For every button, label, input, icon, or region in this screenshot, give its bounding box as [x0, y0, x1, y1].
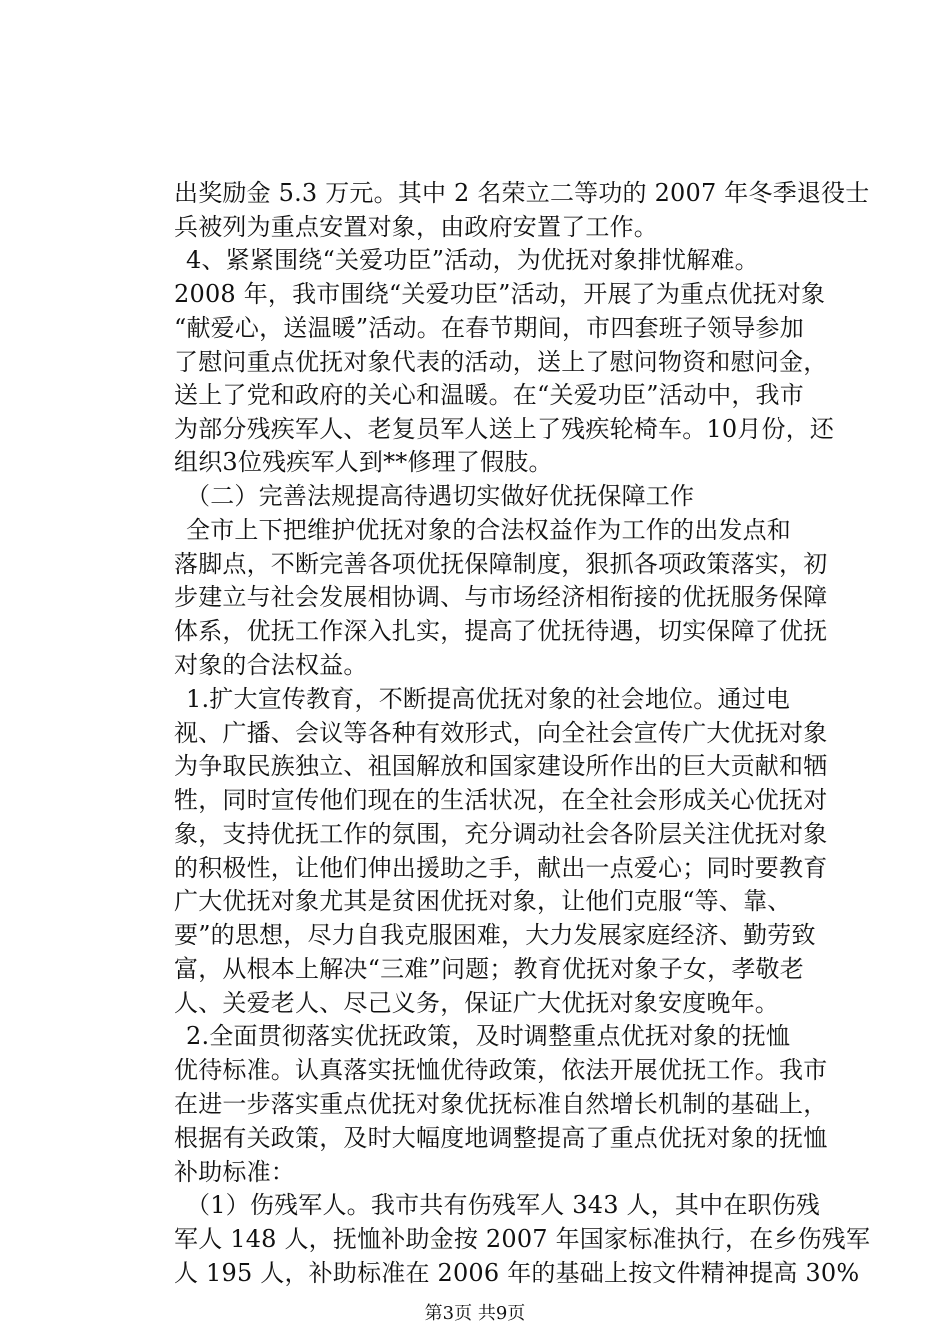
text-line: 要”的思想，尽力自我克服困难，大力发展家庭经济、勤劳致 — [174, 921, 816, 949]
text-line: 人、关爱老人、尽己义务，保证广大优抚对象安度晚年。 — [174, 989, 779, 1017]
text-line: “献爱心，送温暖”活动。在春节期间，市四套班子领导参加 — [174, 314, 804, 342]
text-line: 为部分残疾军人、老复员军人送上了残疾轮椅车。10月份，还 — [174, 415, 835, 443]
text-line: 出奖励金 5.3 万元。其中 2 名荣立二等功的 2007 年冬季退役士 — [174, 179, 870, 207]
text-line: 牲，同时宣传他们现在的生活状况，在全社会形成关心优抚对 — [174, 786, 828, 814]
text-line: 步建立与社会发展相协调、与市场经济相衔接的优抚服务保障 — [174, 583, 828, 611]
text-line: （1）伤残军人。我市共有伤残军人 343 人，其中在职伤残 — [186, 1191, 821, 1219]
text-line: 象，支持优抚工作的氛围，充分调动社会各阶层关注优抚对象 — [174, 820, 828, 848]
text-line: 富，从根本上解决“三难”问题；教育优抚对象子女，孝敬老 — [174, 955, 804, 983]
text-line: 在进一步落实重点优抚对象优抚标准自然增长机制的基础上， — [174, 1090, 828, 1118]
text-line: 对象的合法权益。 — [174, 651, 368, 679]
text-line: 为争取民族独立、祖国解放和国家建设所作出的巨大贡献和牺 — [174, 752, 828, 780]
text-line: 落脚点，不断完善各项优抚保障制度，狠抓各项政策落实，初 — [174, 550, 828, 578]
text-line: 根据有关政策，及时大幅度地调整提高了重点优抚对象的抚恤 — [174, 1124, 828, 1152]
text-line: 1.扩大宣传教育，不断提高优抚对象的社会地位。通过电 — [186, 685, 791, 713]
text-line: 军人 148 人，抚恤补助金按 2007 年国家标准执行，在乡伤残军 — [174, 1225, 871, 1253]
text-line: 的积极性，让他们伸出援助之手，献出一点爱心；同时要教育 — [174, 854, 828, 882]
section-heading: （二）完善法规提高待遇切实做好优抚保障工作 — [186, 482, 695, 510]
text-line: 广大优抚对象尤其是贫困优抚对象，让他们克服“等、靠、 — [174, 887, 792, 915]
page-number-footer: 第3页 共9页 — [424, 1303, 526, 1324]
text-line: 优待标准。认真落实抚恤优待政策，依法开展优抚工作。我市 — [174, 1056, 828, 1084]
text-line: 组织3位残疾军人到**修理了假肢。 — [174, 448, 553, 476]
text-line: 全市上下把维护优抚对象的合法权益作为工作的出发点和 — [186, 516, 791, 544]
text-line: 体系，优抚工作深入扎实，提高了优抚待遇，切实保障了优抚 — [174, 617, 828, 645]
text-line: 兵被列为重点安置对象，由政府安置了工作。 — [174, 213, 658, 241]
text-line: 2008 年，我市围绕“关爱功臣”活动，开展了为重点优抚对象 — [174, 280, 826, 308]
text-line: 了慰问重点优抚对象代表的活动，送上了慰问物资和慰问金， — [174, 348, 828, 376]
text-line: 2.全面贯彻落实优抚政策，及时调整重点优抚对象的抚恤 — [186, 1022, 791, 1050]
text-line: 人 195 人，补助标准在 2006 年的基础上按文件精神提高 30% — [174, 1259, 860, 1287]
text-line: 补助标准： — [174, 1158, 295, 1186]
text-line: 送上了党和政府的关心和温暖。在“关爱功臣”活动中，我市 — [174, 381, 804, 409]
text-line: 视、广播、会议等各种有效形式，向全社会宣传广大优抚对象 — [174, 719, 828, 747]
text-line: 4、紧紧围绕“关爱功臣”活动，为优抚对象排忧解难。 — [186, 246, 759, 274]
